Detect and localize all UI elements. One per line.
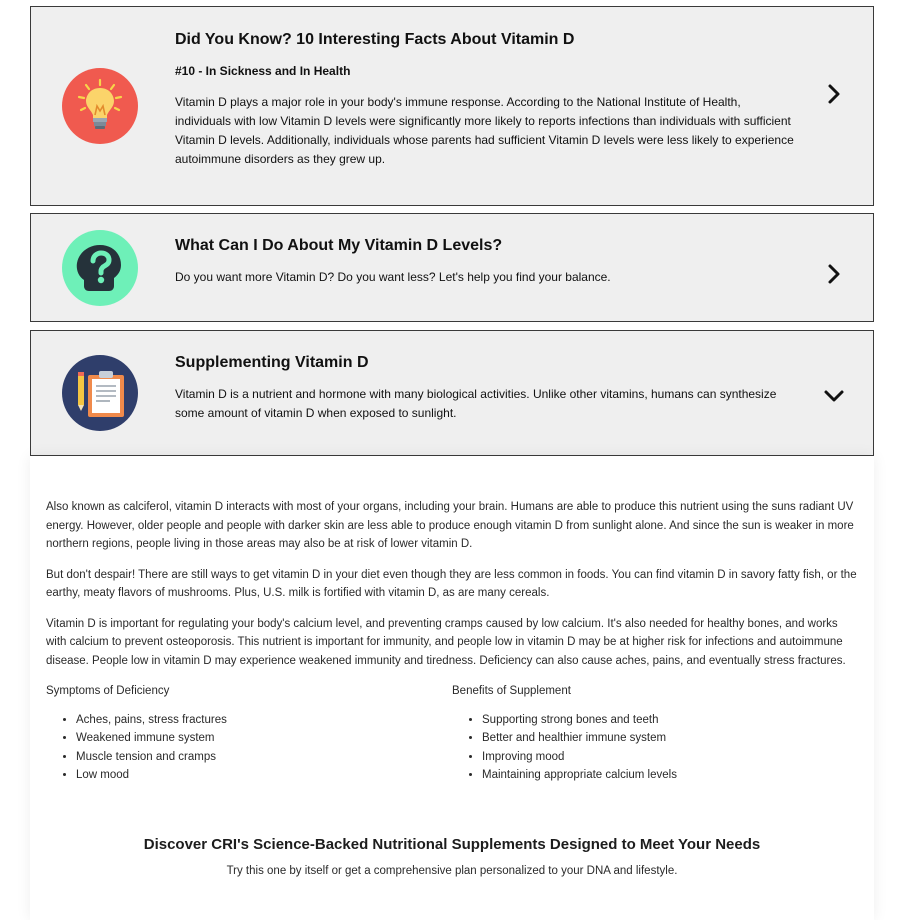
list-item: • Supporting strong bones and teeth [482,711,858,729]
supplementing-card[interactable] [30,330,874,456]
list-item: • Maintaining appropriate calcium levels [482,766,858,784]
card-title: What Can I Do About My Vitamin D Levels? [175,237,503,254]
benefits-heading: Benefits of Supplement [452,685,571,697]
symptoms-heading: Symptoms of Deficiency [46,685,170,697]
chevron-right-icon[interactable] [823,83,845,105]
symptoms-list [46,711,452,784]
vitamin-levels-card[interactable] [30,213,874,322]
card-description: Vitamin D plays a major role in your body's immune response. According to the National Institute of Health, individuals with low Vitamin D levels were significantly more likely to reports infections than individuals with sufficient Vitamin D levels. Additionally, individuals whose parents had sufficient Vitamin D levels were less likely to experience autoimmune disorders as they grew up. [175,95,794,166]
list-item: • Weakened immune system [76,729,452,747]
fact-card[interactable] [30,6,874,206]
card-description: Do you want more Vitamin D? Do you want less? Let's help you find your balance. [175,270,611,284]
paragraph: Also known as calciferol, vitamin D interacts with most of your organs, including your brain. Humans are able to produce this nutrient using the suns radiant UV energy. However, older people and people with darker skin are less able to produce enough vitamin D from sunlight alone. And since the sun is weaker in more northern regions, people living in those areas may also be at risk of lower vitamin D. [46,501,854,550]
question-head-icon [62,230,138,306]
list-item: • Muscle tension and cramps [76,748,452,766]
chevron-down-icon[interactable] [823,385,845,407]
clipboard-icon [62,355,138,431]
list-item: • Aches, pains, stress fractures [76,711,452,729]
benefits-list [452,711,858,784]
card-description: Vitamin D is a nutrient and hormone with many biological activities. Unlike other vitamins, humans can synthesize some amount of vitamin D when exposed to sunlight. [175,387,777,420]
paragraph: But don't despair! There are still ways to get vitamin D in your diet even though they are less common in foods. You can find vitamin D in savory fatty fish, or the earthy, meaty flavors of mushrooms. Plus, U.S. milk is fortified with vitamin D, as are many cereals. [46,568,857,599]
card-subtitle: #10 - In Sickness and In Health [175,64,351,78]
card-title: Supplementing Vitamin D [175,354,369,371]
chevron-right-icon[interactable] [823,263,845,285]
list-item: • Low mood [76,766,452,784]
list-item: • Improving mood [482,748,858,766]
paragraph: Vitamin D is important for regulating your body's calcium level, and preventing cramps caused by low calcium. It's also needed for healthy bones, and works with calcium to prevent osteoporosis. This nutrient is important for immunity, and people low in vitamin D may be at higher risk for infections and autoimmune disease. People low in vitamin D may experience weakened immunity and tiredness. Deficiency can also cause aches, pains, and eventually stress fractures. [46,617,846,667]
card-title: Did You Know? 10 Interesting Facts About Vitamin D [175,31,575,48]
cta-subtitle: Try this one by itself or get a comprehensive plan personalized to your DNA and lifestyle. [226,865,678,877]
list-item: • Better and healthier immune system [482,729,858,747]
lists-row [46,682,858,784]
symptoms-column [46,682,452,784]
lightbulb-icon [62,68,138,144]
expanded-content-panel [30,456,874,920]
cta-title: Discover CRI's Science-Backed Nutritional Supplements Designed to Meet Your Needs [143,836,761,853]
benefits-column [452,682,858,784]
